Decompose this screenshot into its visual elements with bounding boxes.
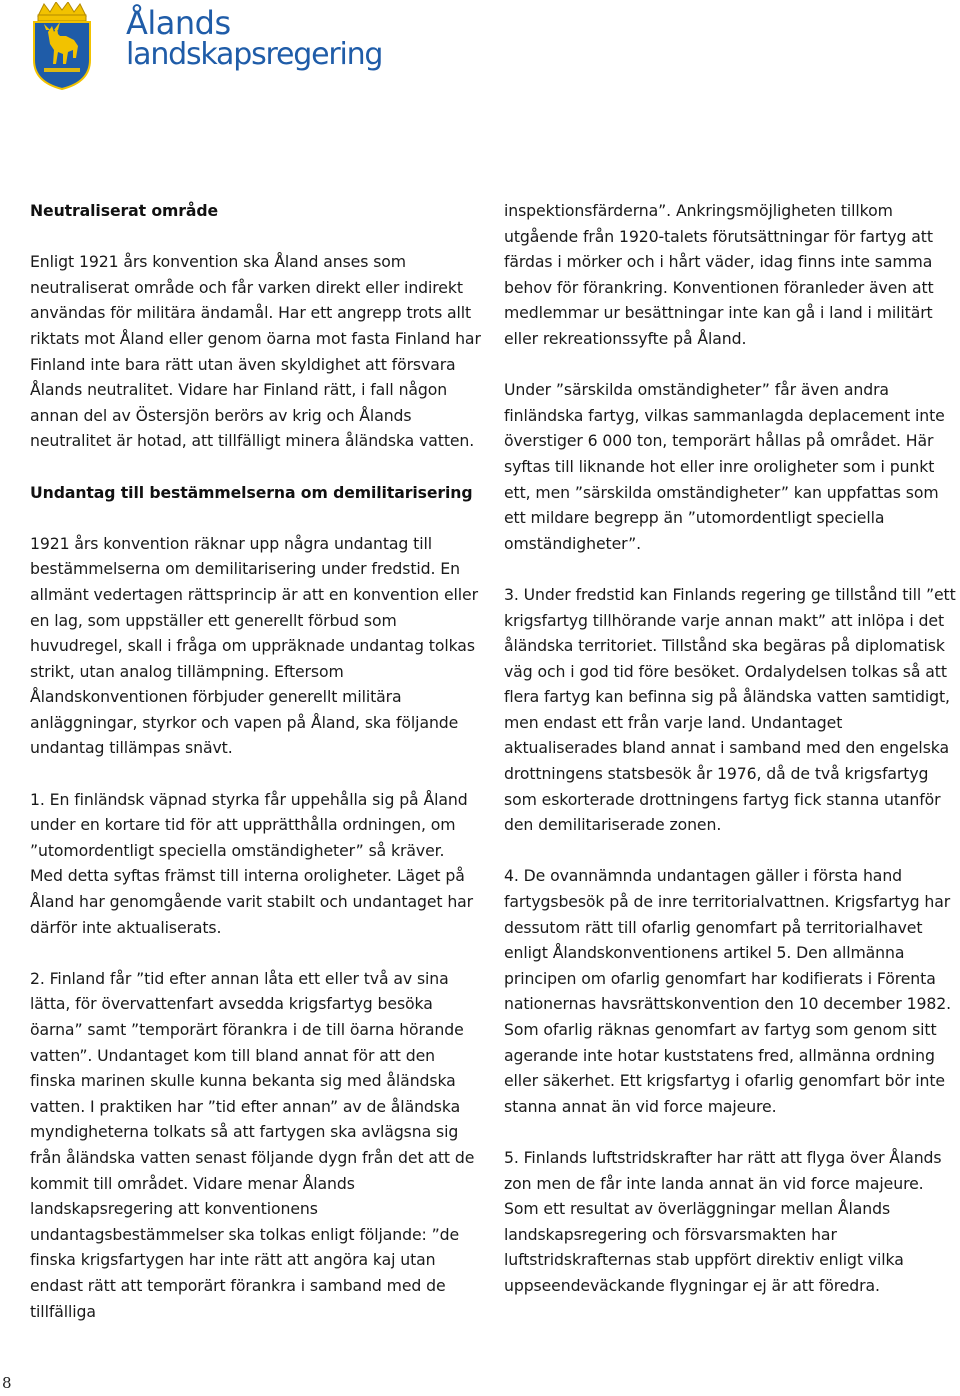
paragraph-inspection-trips: inspektionsfärderna”. Ankringsmöjligheten tillkom utgående från 1920-talets förutsättningar för fartyg att färdas i mörker och i hårt väder, idag finns inte samma behov för förankring. Konventionen föranleder även att medlemmar ur besättningar inte kan gå i land i militärt eller rekreationssyfte på Åland.: [504, 201, 934, 348]
logo-line-1: Ålands: [126, 4, 231, 42]
list-item-1: 1. En finländsk väpnad styrka får uppehålla sig på Åland under en kortare tid för att upprätthålla ordningen, om ”utomordentligt speciella omständigheter” så kräver. Med detta syftas främst till interna oroligheter. Läget på Åland har genomgående varit stabilt och undantaget har därför inte aktualiserats.: [30, 789, 474, 937]
paragraph-neutralized-area: Enligt 1921 års konvention ska Åland anses som neutraliserat område och får varken direkt eller indirekt användas för militära ändamål. Har ett angrepp trots allt riktats mot Åland eller genom öarna mot fasta Finland har Finland inte bara rätt utan även skyldighet att försvara Ålands neutralitet. Vidare har Finland rätt, i fall någon annan del av Östersjön berörs av krig och Ålands neutralitet är hotad, att tillfälligt minera åländska vatten.: [30, 252, 481, 451]
list-item-2: 2. Finland får ”tid efter annan låta ett eller två av sina lätta, för övervattenfart avsedda krigsfartyg besöka öarna” samt ”temporärt förankra i de till öarna hörande vatten”. Undantaget kom till bland annat för att den finska marinen skulle kunna bekanta sig med åländska vatten. I praktiken har ”tid efter annan” av de åländska myndigheterna tolkats så att fartygen ska avlägsna sig från åländska vatten senast följande dygn från det att de kommit till området. Vidare menar Ålands landskapsregering att konventionens undantagsbestämmelser ska tolkas enligt följande: ”de finska krigsfartygen har inte rätt att angöra kaj utan endast rätt att temporärt förankra i samband med de tillfälliga: [30, 968, 475, 1321]
coat-of-arms-icon: [30, 2, 94, 90]
list-item-5: 5. Finlands luftstridskrafter har rätt att flyga över Ålands zon men de får inte landa annat än vid force majeure. Som ett resultat av överläggningar mellan Ålands landskapsregering och försvarsmakten har luftstridskrafternas stab uppfört direktiv enligt vilka uppseendeväckande flygningar ej är att föredra.: [504, 1147, 942, 1295]
right-column: [504, 198, 956, 1299]
left-column: [30, 198, 482, 1324]
section-heading-exceptions: Undantag till bestämmelserna om demilitarisering: [30, 482, 473, 502]
list-item-3: 3. Under fredstid kan Finlands regering ge tillstånd till ”ett krigsfartyg tillhörande varje annan makt” att inlöpa i det åländska territoriet. Tillstånd ska begäras på diplomatisk väg och i god tid före besöket. Ordalydelsen tolkas så att flera fartyg kan befinna sig på åländska vatten samtidigt, men endast ett från varje land. Undantaget aktualiserades bland annat i samband med den engelska drottningens statsbesök år 1976, då de två krigsfartyg som eskorterade drottningens fartyg fick stanna utanför den demilitariserade zonen.: [504, 584, 956, 835]
logo-line-2: landskapsregering: [126, 37, 383, 72]
paragraph-special-circumstances: Under ”särskilda omständigheter” får även andra finländska fartyg, vilkas sammanlagda deplacement inte överstiger 6 000 ton, temporärt hållas på området. Här syftas till liknande hot eller inre oroligheter som i punkt ett, men ”särskilda omständigheter” kan uppfattas som ett mildare begrepp än ”utomordentligt speciella omständigheter”.: [504, 380, 945, 553]
header-logo: [30, 2, 383, 92]
page-number: 8: [2, 1374, 12, 1392]
paragraph-exceptions: 1921 års konvention räknar upp några undantag till bestämmelserna om demilitarisering under fredstid. En allmänt vedertagen rättsprincip är att en konvention eller en lag, som uppställer ett generellt förbud som huvudregel, skall i fråga om uppräknade undantag tolkas strikt, utan analog tillämpning. Eftersom Ålandskonventionen förbjuder generellt militära anläggningar, styrkor och vapen på Åland, ska följande undantag tillämpas snävt.: [30, 533, 478, 758]
section-heading-neutralized-area: Neutraliserat område: [30, 201, 219, 220]
list-item-4: 4. De ovannämnda undantagen gäller i första hand fartygsbesök på de inre territorialvattnen. Krigsfartyg har dessutom rätt till ofarlig genomfart på territorialhavet enligt Ålandskonventionens artikel 5. Den allmänna principen om ofarlig genomfart har kodifierats i Förenta nationernas havsrättskonvention den 10 december 1982. Som ofarlig räknas genomfart av fartyg som genom sitt agerande inte hotar kuststatens fred, allmänna ordning eller säkerhet. Ett krigsfartyg i ofarlig genomfart bör inte stanna annat än vid force majeure.: [504, 866, 951, 1116]
